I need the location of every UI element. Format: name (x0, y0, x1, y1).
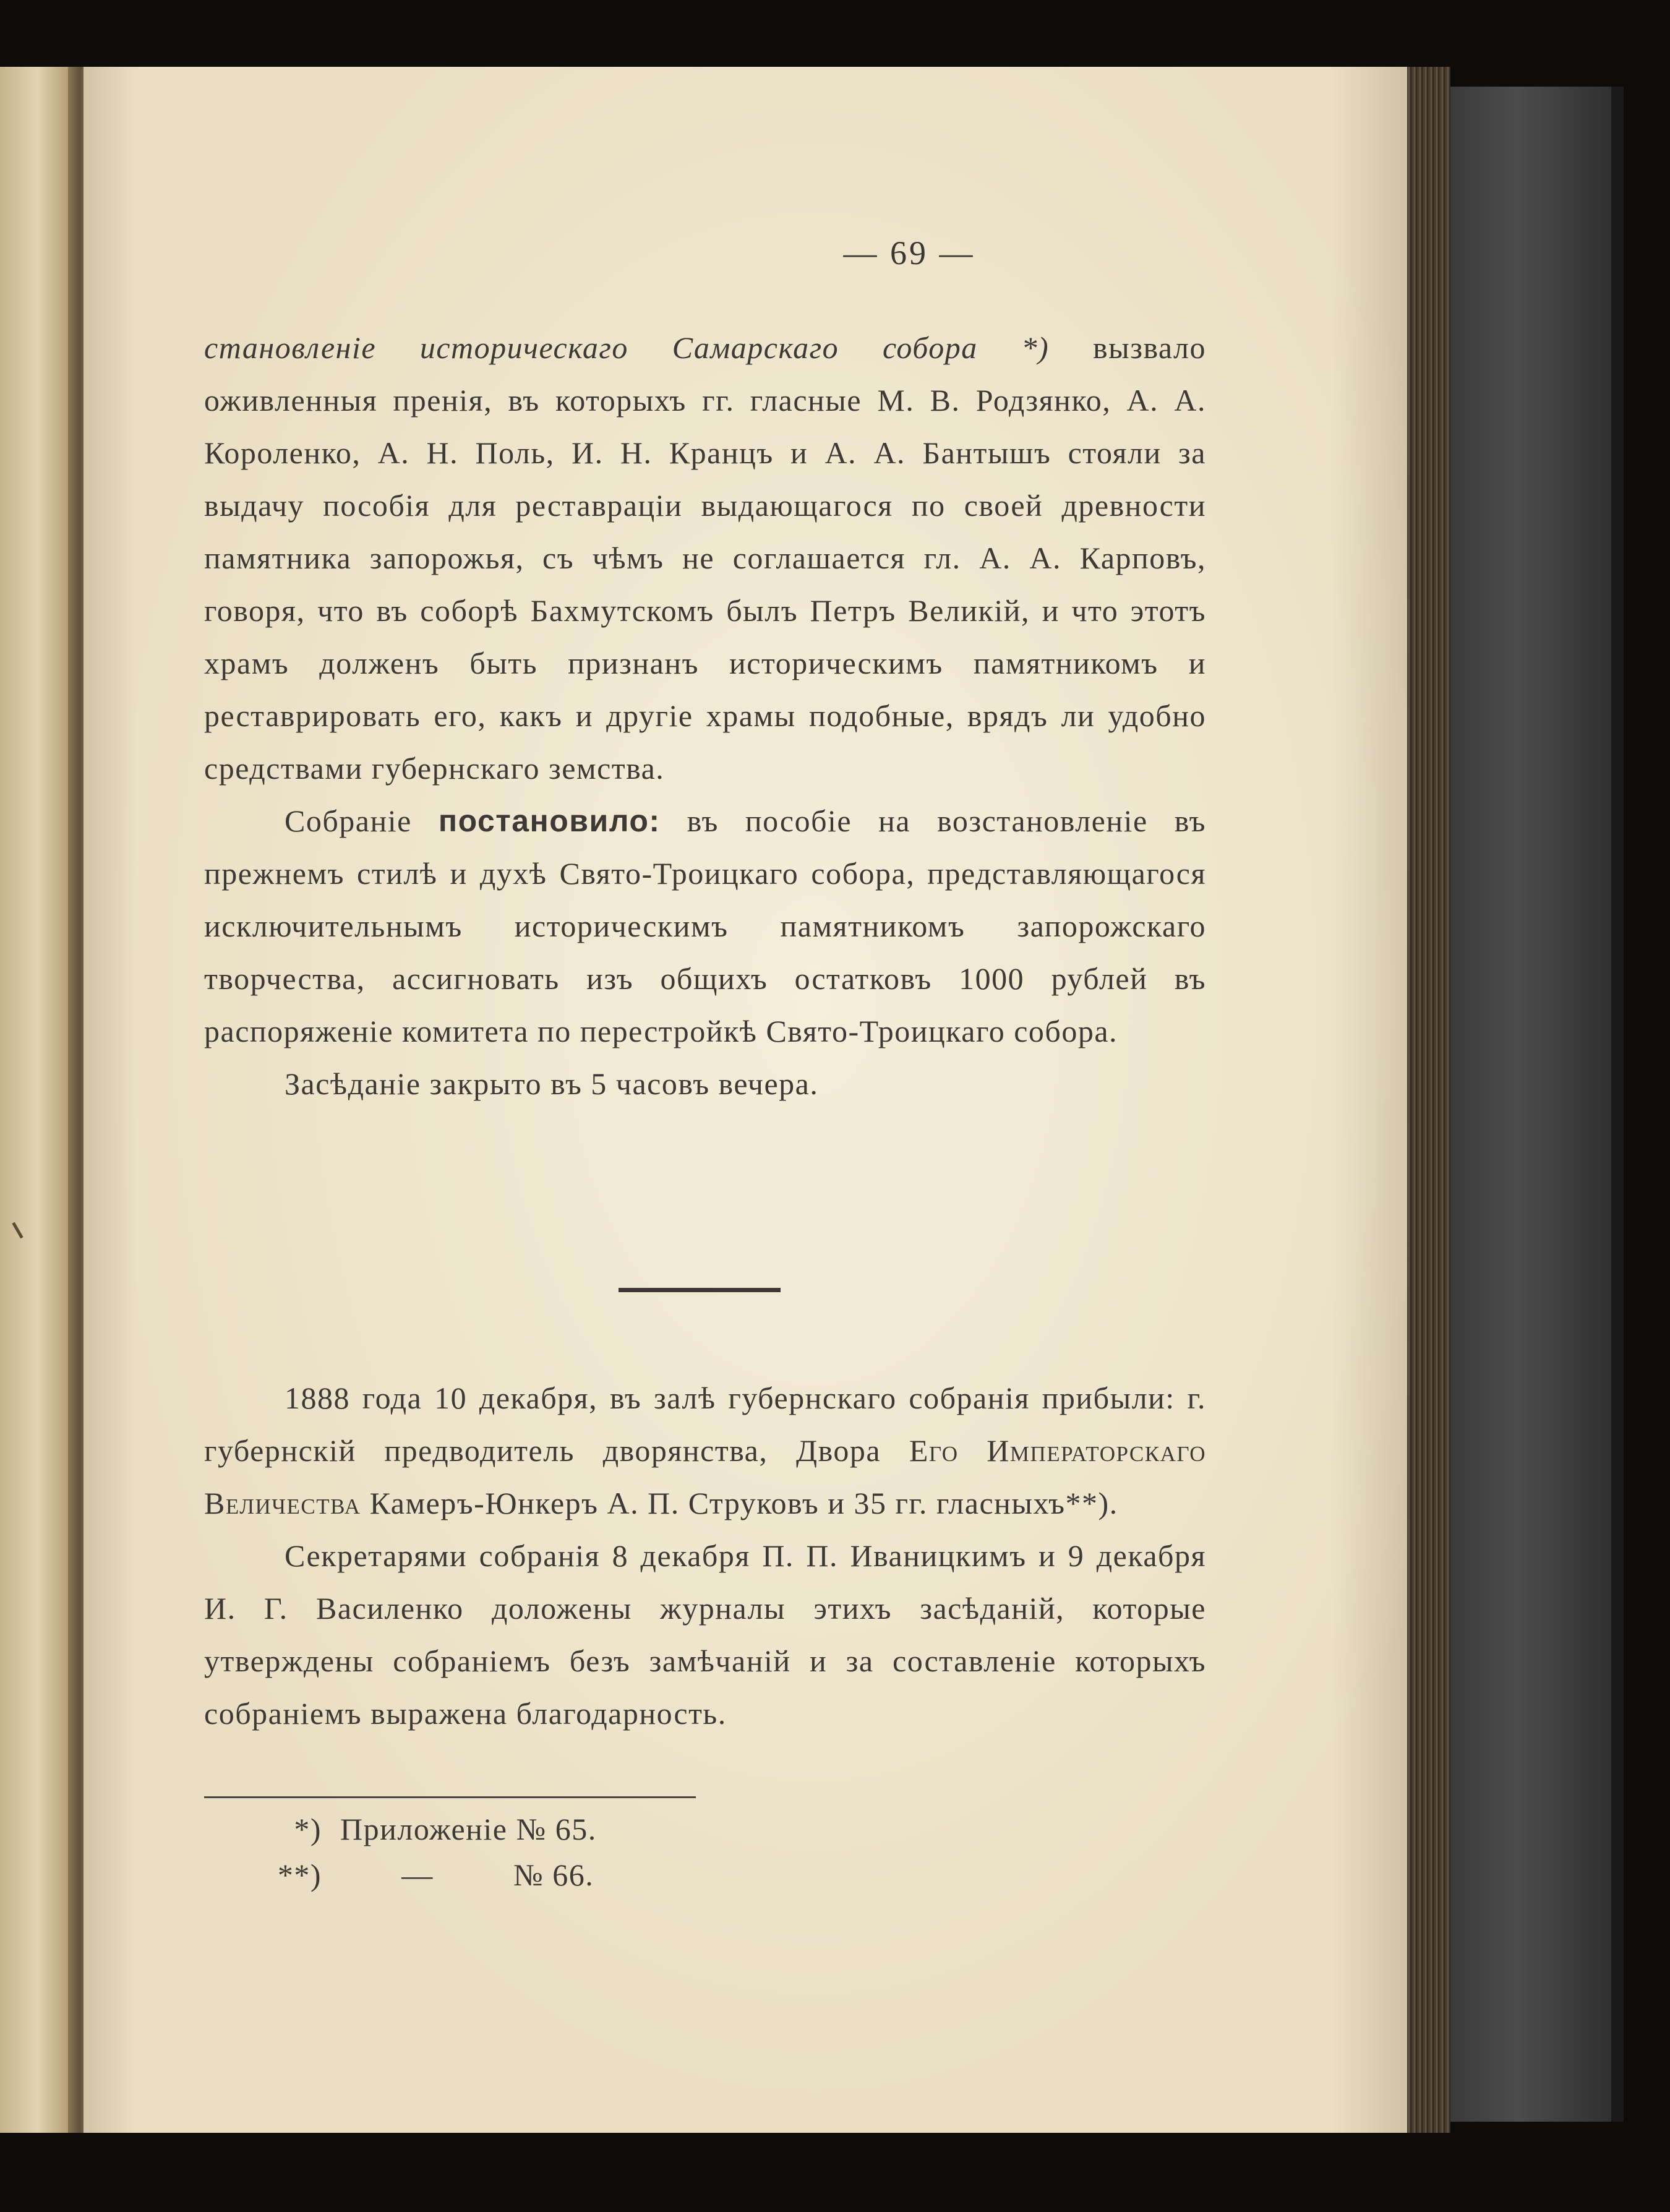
book-cover-edge (1611, 87, 1624, 2122)
section-divider (619, 1288, 781, 1292)
page-number (0, 234, 1670, 272)
paragraph-4-start: 1888 года 10 декабря, въ залѣ губернскаго собранія прибыли: г. губернскій предводитель дворянства, Двора (204, 1381, 1206, 1468)
footnotes (266, 1806, 823, 1898)
page-number-text: — 69 — (843, 234, 975, 272)
paragraph-3: Засѣданіе закрыто въ 5 часовъ вечера. (285, 1066, 819, 1101)
footnote-mark: **) (277, 1858, 322, 1892)
paragraph-4-text: Камеръ-Юнкеръ А. П. Струковъ и 35 гг. гласныхъ**). (361, 1486, 1118, 1520)
footnote-rule (204, 1796, 696, 1798)
paragraph-1-text: вызвало оживленныя пренія, въ которыхъ гг. гласные М. В. Родзянко, А. А. Короленко, А. Н. Поль, И. Н. Кранцъ и А. А. Бантышъ стояли за выдачу пособія для реставраціи выдающагося по своей древности памятника запорожья, съ чѣмъ не соглашается гл. А. А. Карповъ, говоря, что въ соборѣ Бахмутскомъ былъ Петръ Великій, и что этотъ храмъ долженъ быть признанъ историческимъ памятникомъ и реставрировать его, какъ и другіе храмы подобные, врядъ ли удобно средствами губернскаго земства. (204, 330, 1206, 786)
footnote-ditto-dash: — (401, 1858, 434, 1892)
italic-fragment: становленіе историческаго Самарскаго собора (204, 330, 978, 365)
paragraph-2-text: въ пособіе на возстановленіе въ прежнемъ стилѣ и духѣ Свято-Троицкаго собора, представляющагося исключительнымъ историческимъ памятникомъ запорожскаго творчества, ассигновать изъ общихъ остатковъ 1000 рублей въ распоряженіе комитета по перестройкѣ Свято-Троицкаго собора. (204, 804, 1206, 1048)
page-stack-edge (1407, 67, 1450, 2133)
footnote-text: Приложеніе № 65. (340, 1812, 597, 1846)
paragraph-5: Секретарями собранія 8 декабря П. П. Иваницкимъ и 9 декабря И. Г. Василенко доложены журналы этихъ засѣданій, которые утверждены собраніемъ безъ замѣчаній и за составленіе которыхъ собраніемъ выражена благодарность. (204, 1538, 1206, 1731)
footnote-2 (266, 1852, 823, 1898)
paragraph-2-start: Собраніе (285, 804, 439, 838)
bold-keyword: постановило: (438, 804, 661, 838)
paragraph-1 (204, 322, 1206, 795)
footnote-1 (266, 1806, 823, 1852)
paragraph-2 (204, 795, 1206, 1058)
paragraph-4 (204, 1372, 1206, 1530)
footnote-text: № 66. (513, 1858, 594, 1892)
body-text (204, 322, 1206, 1110)
book-cover-board (1450, 87, 1617, 2122)
footnote-ref-1: *) (1021, 330, 1050, 365)
body-text-lower (204, 1372, 1206, 1740)
footnote-mark: *) (294, 1812, 322, 1846)
small-caps-title: Его Императорскаго Величества (204, 1433, 1206, 1520)
